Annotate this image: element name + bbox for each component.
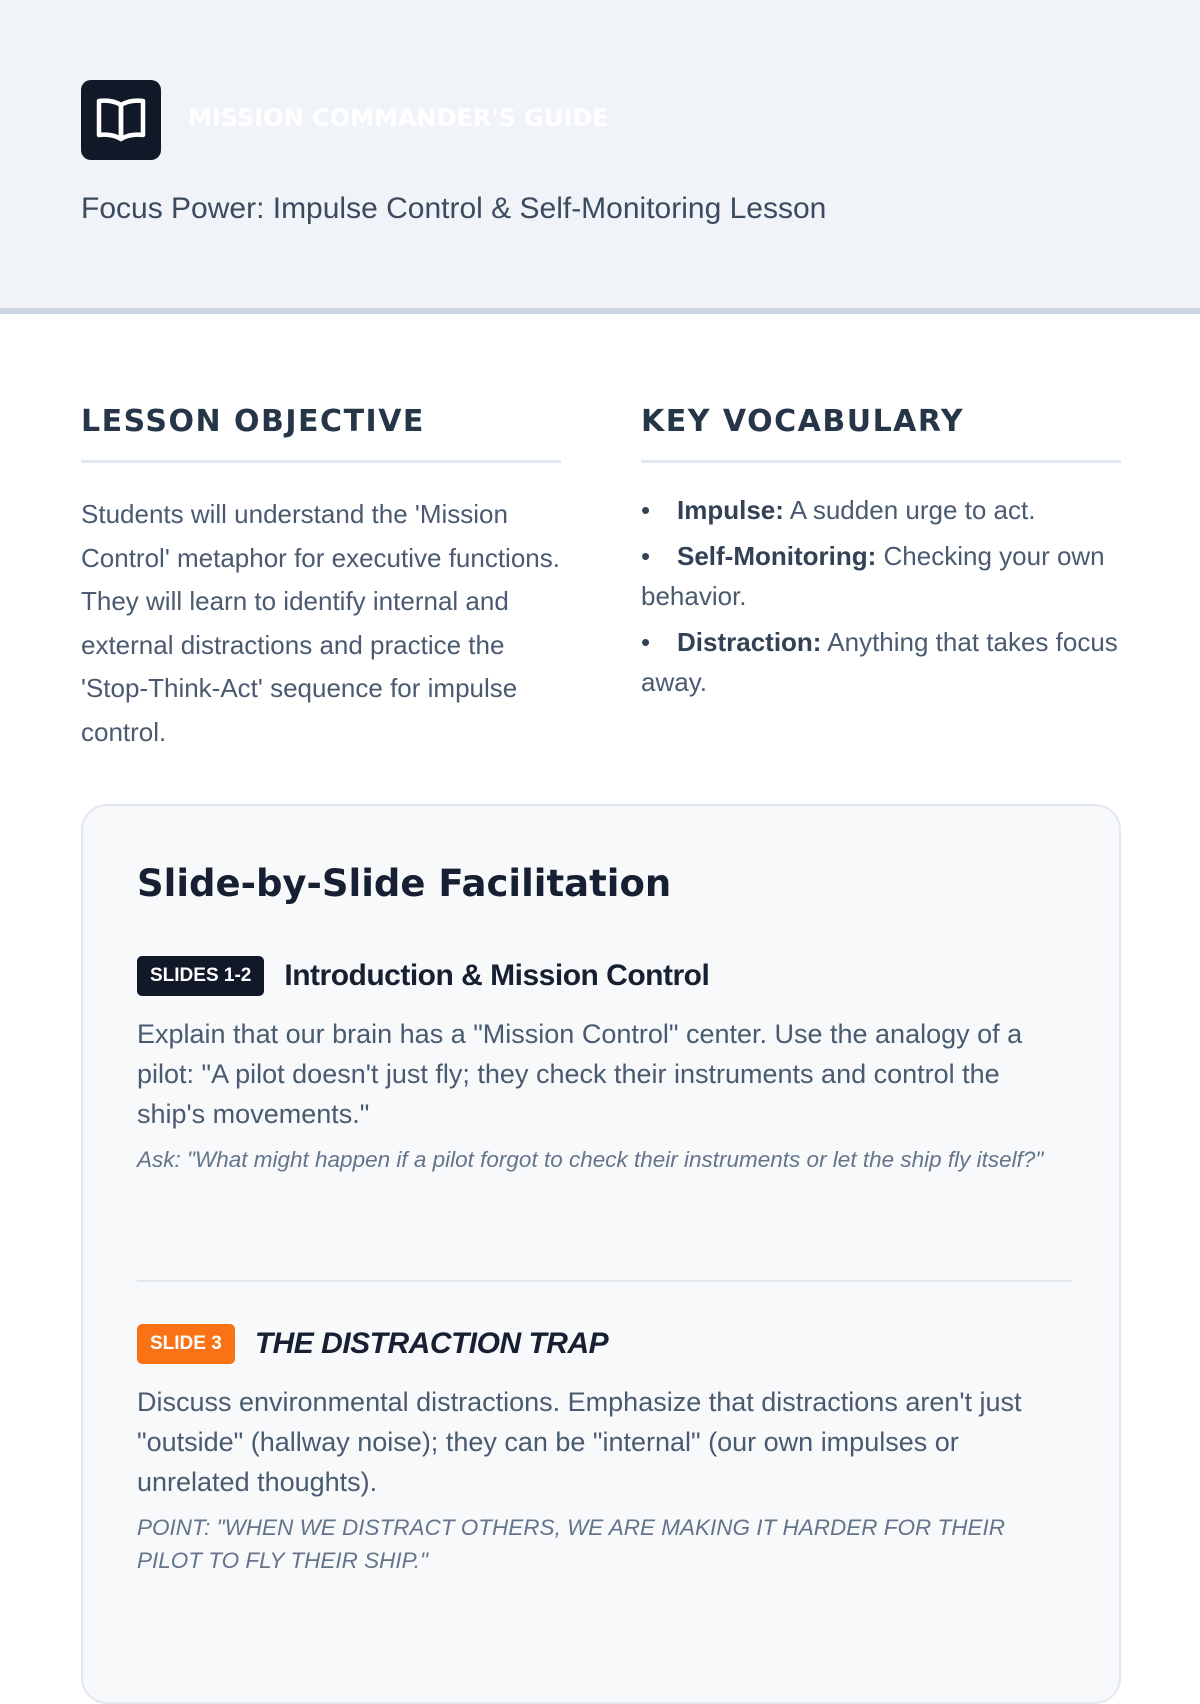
vocabulary-definition: A sudden urge to act. — [789, 495, 1036, 525]
vocabulary-term: Distraction: — [677, 627, 822, 657]
section-divider — [137, 1280, 1072, 1282]
slide-badge: SLIDE 3 — [137, 1324, 235, 1364]
page-header — [0, 0, 1200, 314]
objective-divider — [81, 460, 561, 463]
vocabulary-divider — [641, 460, 1121, 463]
slide-title: Introduction & Mission Control — [284, 959, 710, 992]
vocabulary-definition: Checking your own behavior. — [641, 541, 1105, 611]
slide-title: THE DISTRACTION TRAP — [254, 1327, 609, 1360]
slide-section — [137, 956, 1072, 1176]
slide-description: Explain that our brain has a "Mission Control" center. Use the analogy of a pilot: "A pilot doesn't just fly; they check their instruments and control the ship's movements." — [137, 1019, 1023, 1129]
page-subtitle: Focus Power: Impulse Control & Self-Monitoring Lesson — [81, 192, 827, 225]
slide-prompt: Ask: "What might happen if a pilot forgot to check their instruments or let the ship fly itself?" — [137, 1147, 1044, 1172]
brand-title: MISSION COMMANDER'S GUIDE — [188, 104, 609, 132]
vocabulary-definition: Anything that takes focus away. — [641, 627, 1118, 697]
vocabulary-item — [641, 536, 1121, 616]
slide-prompt: POINT: "WHEN WE DISTRACT OTHERS, WE ARE MAKING IT HARDER FOR THEIR PILOT TO FLY THEIR SHIP." — [137, 1515, 1006, 1573]
vocabulary-term: Impulse: — [677, 495, 784, 525]
vocabulary-list — [641, 490, 1121, 708]
slide-description: Discuss environmental distractions. Emphasize that distractions aren't just "outside" (hallway noise); they can be "internal" (our own impulses or unrelated thoughts). — [137, 1387, 1022, 1497]
slide-section — [137, 1324, 1072, 1577]
objective-heading: LESSON OBJECTIVE — [81, 404, 425, 439]
slide-badge: SLIDES 1-2 — [137, 956, 264, 996]
facilitation-card — [81, 804, 1121, 1704]
vocabulary-term: Self-Monitoring: — [677, 541, 877, 571]
facilitation-title: Slide-by-Slide Facilitation — [137, 862, 672, 905]
open-book-icon — [95, 97, 147, 143]
vocabulary-item — [641, 490, 1121, 530]
vocabulary-item — [641, 622, 1121, 702]
vocabulary-heading: KEY VOCABULARY — [641, 404, 965, 439]
logo — [81, 80, 161, 160]
objective-text: Students will understand the 'Mission Control' metaphor for executive functions. They will learn to identify internal and external distractions and practice the 'Stop-Think-Act' sequence for impulse control. — [81, 499, 560, 747]
